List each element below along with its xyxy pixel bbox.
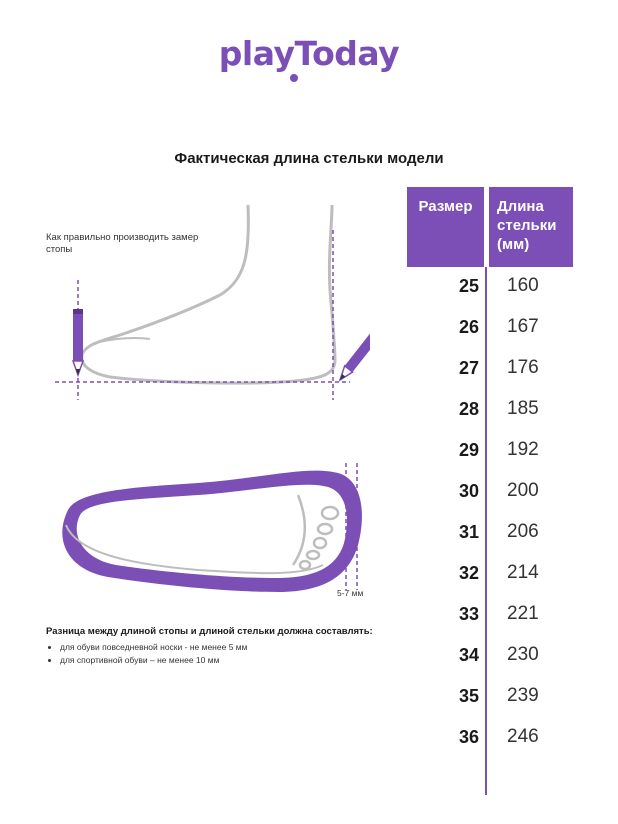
size-cell: 29 bbox=[458, 440, 479, 460]
difference-title: Разница между длиной стопы и длиной стельки должна составлять: bbox=[46, 626, 373, 637]
length-column-header bbox=[489, 187, 573, 267]
size-cell: 30 bbox=[458, 481, 479, 501]
table-row bbox=[407, 516, 577, 548]
length-header-line: Длина bbox=[497, 198, 544, 215]
size-cell: 25 bbox=[458, 276, 479, 296]
table-row bbox=[407, 639, 577, 671]
length-cell: 206 bbox=[507, 521, 539, 542]
insole-illustration bbox=[48, 455, 368, 600]
list-item: • для спортивной обуви – не менее 10 мм bbox=[60, 654, 360, 667]
brand-logo: playToday bbox=[218, 34, 400, 73]
size-cell: 34 bbox=[458, 645, 479, 665]
pencil-icon bbox=[336, 327, 370, 383]
size-cell: 35 bbox=[458, 686, 479, 706]
table-row bbox=[407, 680, 577, 712]
size-cell: 28 bbox=[458, 399, 479, 419]
table-row bbox=[407, 434, 577, 466]
length-cell: 239 bbox=[507, 685, 539, 706]
difference-list bbox=[46, 641, 360, 667]
table-row bbox=[407, 270, 577, 302]
length-cell: 167 bbox=[507, 316, 539, 337]
size-header-label: Размер bbox=[418, 198, 473, 215]
size-cell: 26 bbox=[458, 317, 479, 337]
length-cell: 246 bbox=[507, 726, 539, 747]
length-header-line: (мм) bbox=[497, 236, 530, 253]
foot-side-illustration bbox=[40, 195, 370, 410]
list-item: • для обуви повседневной носки - не менее 5 мм bbox=[60, 641, 360, 654]
table-row bbox=[407, 598, 577, 630]
insole-dimension-label: 5-7 мм bbox=[337, 588, 364, 598]
length-cell: 230 bbox=[507, 644, 539, 665]
table-row bbox=[407, 721, 577, 753]
table-row bbox=[407, 352, 577, 384]
page-title: Фактическая длина стельки модели bbox=[174, 150, 444, 167]
length-cell: 192 bbox=[507, 439, 539, 460]
length-cell: 176 bbox=[507, 357, 539, 378]
length-cell: 160 bbox=[507, 275, 539, 296]
size-cell: 32 bbox=[458, 563, 479, 583]
length-cell: 185 bbox=[507, 398, 539, 419]
size-column-header bbox=[407, 187, 484, 267]
size-cell: 36 bbox=[458, 727, 479, 747]
length-cell: 214 bbox=[507, 562, 539, 583]
table-row bbox=[407, 393, 577, 425]
length-cell: 221 bbox=[507, 603, 539, 624]
length-header-line: стельки bbox=[497, 217, 557, 234]
table-row bbox=[407, 311, 577, 343]
size-cell: 27 bbox=[458, 358, 479, 378]
size-cell: 33 bbox=[458, 604, 479, 624]
logo-dot bbox=[290, 74, 298, 82]
pencil-icon bbox=[73, 309, 83, 375]
length-cell: 200 bbox=[507, 480, 539, 501]
size-cell: 31 bbox=[458, 522, 479, 542]
table-row bbox=[407, 557, 577, 589]
table-row bbox=[407, 475, 577, 507]
measure-note: Как правильно производить замер стопы bbox=[46, 232, 199, 255]
